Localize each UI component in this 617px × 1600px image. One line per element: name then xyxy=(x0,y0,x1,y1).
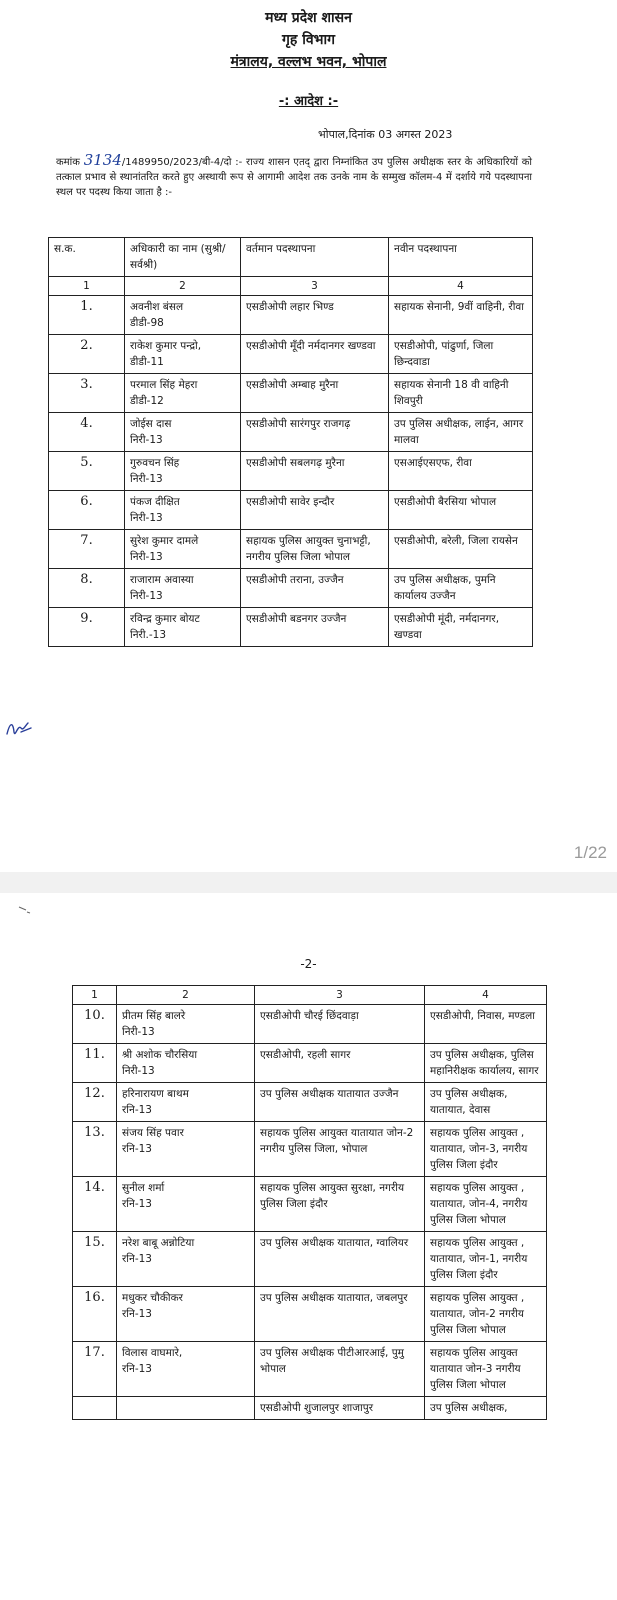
officer-name: पंकज दीक्षित xyxy=(130,496,180,508)
serial-number: 8. xyxy=(49,569,125,608)
serial-number xyxy=(73,1397,117,1420)
officer-name: नरेश बाबू अन्नोटिया xyxy=(122,1237,195,1249)
officer-code: रनि-13 xyxy=(122,1104,152,1116)
new-posting: उप पुलिस अधीक्षक, लाईन, आगर मालवा xyxy=(389,413,533,452)
officer-cell xyxy=(125,569,241,608)
order-dateline: भोपाल,दिनांक 03 अगस्त 2023 xyxy=(318,128,453,141)
officer-code: निरी-13 xyxy=(122,1065,155,1077)
officer-cell xyxy=(117,1083,255,1122)
new-posting: सहायक पुलिस आयुक्त , यातायात, जोन-1, नगरीय पुलिस जिला इंदौर xyxy=(425,1232,547,1287)
officer-code: निरी-13 xyxy=(130,473,163,485)
table-body-page-2 xyxy=(73,1005,547,1420)
table-row xyxy=(73,1342,547,1397)
serial-number: 9. xyxy=(49,608,125,647)
new-posting: एसडीओपी, निवास, मण्डला xyxy=(425,1005,547,1044)
table-row xyxy=(73,1287,547,1342)
officer-cell xyxy=(117,1397,255,1420)
serial-number: 6. xyxy=(49,491,125,530)
officer-name: परमाल सिंह मेहरा xyxy=(130,379,198,391)
table-row xyxy=(49,530,533,569)
officer-code: रनि-13 xyxy=(122,1253,152,1265)
current-posting: उप पुलिस अधीक्षक यातायात उज्जैन xyxy=(255,1083,425,1122)
officer-code: डीडी-12 xyxy=(130,395,164,407)
officer-code: निरी-13 xyxy=(130,551,163,563)
officer-name: सुरेश कुमार दामले xyxy=(130,535,199,547)
officer-name: जोईस दास xyxy=(130,418,172,430)
officer-name: सुनील शर्मा xyxy=(122,1182,165,1194)
officer-cell xyxy=(117,1342,255,1397)
order-title: -: आदेश :- xyxy=(278,94,339,109)
new-posting: सहायक पुलिस आयुक्त , यातायात, जोन-3, नगरीय पुलिस जिला इंदौर xyxy=(425,1122,547,1177)
table-row xyxy=(49,569,533,608)
officer-cell xyxy=(125,374,241,413)
header-line-1: मध्य प्रदेश शासन xyxy=(265,10,352,26)
column-number: 1 xyxy=(73,986,117,1005)
page-counter: 1/22 xyxy=(573,843,607,862)
officer-cell xyxy=(117,1044,255,1083)
new-posting: उप पुलिस अधीक्षक, xyxy=(425,1397,547,1420)
table-row xyxy=(49,491,533,530)
header-sno: स.क. xyxy=(49,238,125,277)
officer-name: हरिनारायण बाथम xyxy=(122,1088,189,1100)
officer-name: राकेश कुमार पन्द्रो, xyxy=(130,340,202,352)
officer-code: निरी-13 xyxy=(130,434,163,446)
officer-name: संजय सिंह पवार xyxy=(122,1127,184,1139)
column-number-row xyxy=(49,277,533,296)
officer-code: निरी-13 xyxy=(130,590,163,602)
current-posting: एसडीओपी तराना, उज्जैन xyxy=(241,569,389,608)
officer-name: मधुकर चौकीकर xyxy=(122,1292,183,1304)
officer-code: डीडी-98 xyxy=(130,317,164,329)
header-line-2: गृह विभाग xyxy=(282,32,335,48)
column-number: 2 xyxy=(117,986,255,1005)
current-posting: एसडीओपी चौरई छिंदवाड़ा xyxy=(255,1005,425,1044)
new-posting: एसआईएसएफ, रीवा xyxy=(389,452,533,491)
scan-mark xyxy=(18,905,32,915)
new-posting: सहायक सेनानी 18 वी वाहिनी शिवपुरी xyxy=(389,374,533,413)
current-posting: सहायक पुलिस आयुक्त सुरक्षा, नगरीय पुलिस जिला इंदौर xyxy=(255,1177,425,1232)
header-line-3: मंत्रालय, वल्लभ भवन, भोपाल xyxy=(230,54,387,70)
officer-name: श्री अशोक चौरसिया xyxy=(122,1049,198,1061)
officer-cell xyxy=(117,1232,255,1287)
table-row xyxy=(73,1005,547,1044)
table-row xyxy=(49,608,533,647)
current-posting: उप पुलिस अधीक्षक यातायात, जबलपुर xyxy=(255,1287,425,1342)
table-row xyxy=(73,1044,547,1083)
current-posting: एसडीओपी लहार भिण्ड xyxy=(241,296,389,335)
transfer-table-page-2 xyxy=(72,985,547,1420)
officer-code: निरी.-13 xyxy=(130,629,167,641)
order-paragraph: कमांक 3134/1489950/2023/बी-4/दो :- राज्य शासन एतद् द्वारा निम्नांकित उप पुलिस अधीक्षक स्तर के अधिकारियों को तत्काल प्रभाव से स्थानांतरित करते हुए अस्थायी रूप से आगामी आदेश तक उनके नाम के सम्मुख कॉलम-4 में दर्शाये गये पदस्थापना स्थल पर पदस्थ किया जाता है :- xyxy=(56,151,532,198)
serial-number: 5. xyxy=(49,452,125,491)
column-number: 4 xyxy=(425,986,547,1005)
page-separator xyxy=(0,872,617,893)
serial-number: 7. xyxy=(49,530,125,569)
officer-cell xyxy=(125,452,241,491)
officer-cell xyxy=(117,1177,255,1232)
new-posting: उप पुलिस अधीक्षक, यातायात, देवास xyxy=(425,1083,547,1122)
officer-cell xyxy=(117,1122,255,1177)
officer-name: प्रीतम सिंह बालरे xyxy=(122,1010,186,1022)
officer-name: अवनीश बंसल xyxy=(130,301,184,313)
officer-code: निरी-13 xyxy=(130,512,163,524)
table-row xyxy=(73,1122,547,1177)
officer-cell xyxy=(125,491,241,530)
column-number: 3 xyxy=(255,986,425,1005)
new-posting: सहायक पुलिस आयुक्त , यातायात, जोन-2 नगरीय पुलिस जिला भोपाल xyxy=(425,1287,547,1342)
officer-code: रनि-13 xyxy=(122,1308,152,1320)
table-header-row xyxy=(49,238,533,277)
new-posting: सहायक पुलिस आयुक्त , यातायात, जोन-4, नगरीय पुलिस जिला भोपाल xyxy=(425,1177,547,1232)
new-posting: एसडीओपी बैरसिया भोपाल xyxy=(389,491,533,530)
serial-number: 2. xyxy=(49,335,125,374)
current-posting: उप पुलिस अधीक्षक पीटीआरआई, पुमु भोपाल xyxy=(255,1342,425,1397)
serial-number: 14. xyxy=(73,1177,117,1232)
officer-code: रनि-13 xyxy=(122,1198,152,1210)
new-posting: सहायक पुलिस आयुक्त यातायात जोन-3 नगरीय पुलिस जिला भोपाल xyxy=(425,1342,547,1397)
header-current-posting: वर्तमान पदस्थापना xyxy=(241,238,389,277)
column-number: 3 xyxy=(241,277,389,296)
officer-cell xyxy=(125,608,241,647)
table-row xyxy=(49,335,533,374)
table-row xyxy=(49,374,533,413)
column-number: 2 xyxy=(125,277,241,296)
officer-cell xyxy=(117,1287,255,1342)
current-posting: एसडीओपी, रहली सागर xyxy=(255,1044,425,1083)
officer-code: रनि-13 xyxy=(122,1363,152,1375)
current-posting: एसडीओपी सारंगपुर राजगढ़ xyxy=(241,413,389,452)
officer-cell xyxy=(125,530,241,569)
serial-number: 13. xyxy=(73,1122,117,1177)
new-posting: एसडीओपी, बरेली, जिला रायसेन xyxy=(389,530,533,569)
serial-number: 12. xyxy=(73,1083,117,1122)
new-posting: सहायक सेनानी, 9वीं वाहिनी, रीवा xyxy=(389,296,533,335)
serial-number: 16. xyxy=(73,1287,117,1342)
officer-name: गुरुवचन सिंह xyxy=(130,457,180,469)
serial-number: 4. xyxy=(49,413,125,452)
new-posting: एसडीओपी मूंदी, नर्मदानगर, खण्डवा xyxy=(389,608,533,647)
officer-cell xyxy=(117,1005,255,1044)
serial-number: 15. xyxy=(73,1232,117,1287)
new-posting: उप पुलिस अधीक्षक, पुमनि कार्यालय उज्जैन xyxy=(389,569,533,608)
officer-code: रनि-13 xyxy=(122,1143,152,1155)
order-number: 3134 xyxy=(83,151,122,169)
header-officer-name: अधिकारी का नाम (सुश्री/सर्वश्री) xyxy=(125,238,241,277)
officer-cell xyxy=(125,296,241,335)
officer-name: विलास वाघमारे, xyxy=(122,1347,183,1359)
current-posting: एसडीओपी बडनगर उज्जैन xyxy=(241,608,389,647)
table-row xyxy=(73,1397,547,1420)
current-posting: एसडीओपी सबलगढ़ मुरैना xyxy=(241,452,389,491)
serial-number: 11. xyxy=(73,1044,117,1083)
transfer-table-page-1 xyxy=(48,237,533,647)
current-posting: एसडीओपी शुजालपुर शाजापुर xyxy=(255,1397,425,1420)
officer-code: निरी-13 xyxy=(122,1026,155,1038)
page-2-number: -2- xyxy=(300,957,317,971)
table-row xyxy=(73,1177,547,1232)
current-posting: एसडीओपी अम्बाह मुरैना xyxy=(241,374,389,413)
table-body-page-1 xyxy=(49,296,533,647)
header-new-posting: नवीन पदस्थापना xyxy=(389,238,533,277)
table-row xyxy=(49,296,533,335)
table-row xyxy=(49,413,533,452)
column-number-row xyxy=(73,986,547,1005)
officer-name: राजाराम अवास्या xyxy=(130,574,194,586)
column-number: 1 xyxy=(49,277,125,296)
officer-cell xyxy=(125,413,241,452)
table-row xyxy=(73,1083,547,1122)
initials-signature xyxy=(4,712,36,744)
serial-number: 3. xyxy=(49,374,125,413)
table-row xyxy=(73,1232,547,1287)
current-posting: सहायक पुलिस आयुक्त यातायात जोन-2 नगरीय पुलिस जिला, भोपाल xyxy=(255,1122,425,1177)
current-posting: एसडीओपी सावेर इन्दौर xyxy=(241,491,389,530)
officer-name: रविन्द्र कुमार बोयट xyxy=(130,613,200,625)
current-posting: एसडीओपी मूँदी नर्मदानगर खण्डवा xyxy=(241,335,389,374)
serial-number: 1. xyxy=(49,296,125,335)
new-posting: एसडीओपी, पांढुर्णा, जिला छिन्दवाडा xyxy=(389,335,533,374)
column-number: 4 xyxy=(389,277,533,296)
current-posting: सहायक पुलिस आयुक्त चुनाभट्टी, नगरीय पुलिस जिला भोपाल xyxy=(241,530,389,569)
table-row xyxy=(49,452,533,491)
serial-number: 10. xyxy=(73,1005,117,1044)
officer-code: डीडी-11 xyxy=(130,356,164,368)
current-posting: उप पुलिस अधीक्षक यातायात, ग्वालियर xyxy=(255,1232,425,1287)
officer-cell xyxy=(125,335,241,374)
serial-number: 17. xyxy=(73,1342,117,1397)
new-posting: उप पुलिस अधीक्षक, पुलिस महानिरीक्षक कार्यालय, सागर xyxy=(425,1044,547,1083)
